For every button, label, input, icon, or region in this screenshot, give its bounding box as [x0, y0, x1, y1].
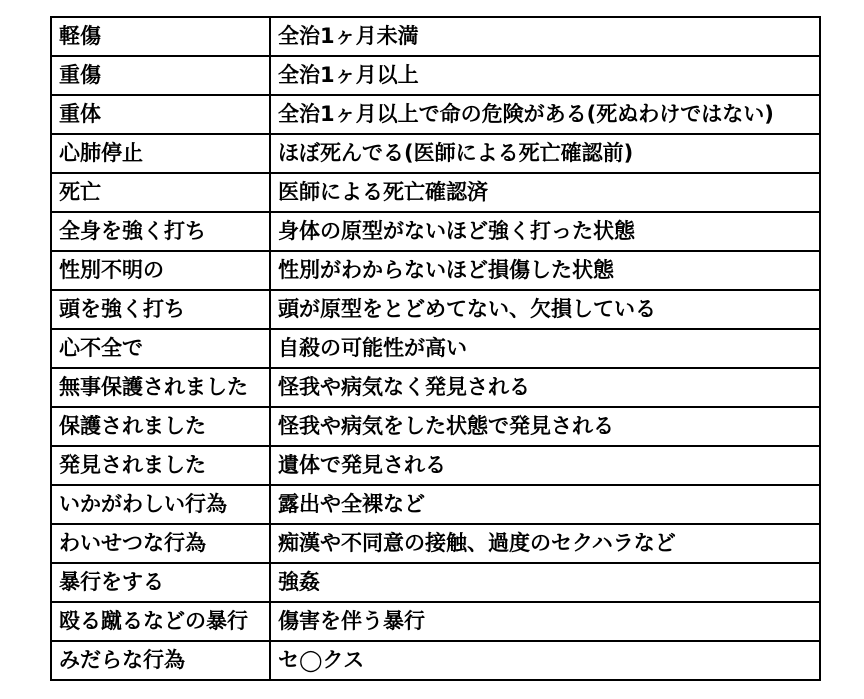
- meaning-cell: 露出や全裸など: [270, 485, 820, 524]
- glossary-table-body: [51, 17, 820, 680]
- meaning-cell: 頭が原型をとどめてない、欠損している: [270, 290, 820, 329]
- term-cell: 重傷: [51, 56, 270, 95]
- table-row: [51, 446, 820, 485]
- term-cell: 軽傷: [51, 17, 270, 56]
- glossary-table-container: [50, 16, 818, 680]
- table-row: [51, 641, 820, 680]
- term-cell: 無事保護されました: [51, 368, 270, 407]
- term-cell: 重体: [51, 95, 270, 134]
- meaning-cell: 傷害を伴う暴行: [270, 602, 820, 641]
- term-cell: 保護されました: [51, 407, 270, 446]
- term-cell: 死亡: [51, 173, 270, 212]
- table-row: [51, 173, 820, 212]
- meaning-cell: 身体の原型がないほど強く打った状態: [270, 212, 820, 251]
- table-row: [51, 251, 820, 290]
- meaning-cell: 怪我や病気をした状態で発見される: [270, 407, 820, 446]
- term-cell: 殴る蹴るなどの暴行: [51, 602, 270, 641]
- term-cell: みだらな行為: [51, 641, 270, 680]
- table-row: [51, 563, 820, 602]
- term-cell: いかがわしい行為: [51, 485, 270, 524]
- table-row: [51, 368, 820, 407]
- meaning-cell: 性別がわからないほど損傷した状態: [270, 251, 820, 290]
- term-cell: 性別不明の: [51, 251, 270, 290]
- table-row: [51, 17, 820, 56]
- table-row: [51, 134, 820, 173]
- table-row: [51, 407, 820, 446]
- term-cell: 発見されました: [51, 446, 270, 485]
- meaning-cell: 強姦: [270, 563, 820, 602]
- meaning-cell: 全治1ヶ月以上: [270, 56, 820, 95]
- term-cell: 頭を強く打ち: [51, 290, 270, 329]
- term-cell: 暴行をする: [51, 563, 270, 602]
- glossary-table: [50, 16, 821, 681]
- table-row: [51, 524, 820, 563]
- table-row: [51, 602, 820, 641]
- table-row: [51, 329, 820, 368]
- table-row: [51, 290, 820, 329]
- term-cell: 心不全で: [51, 329, 270, 368]
- term-cell: わいせつな行為: [51, 524, 270, 563]
- term-cell: 全身を強く打ち: [51, 212, 270, 251]
- meaning-cell: 医師による死亡確認済: [270, 173, 820, 212]
- table-row: [51, 485, 820, 524]
- meaning-cell: 自殺の可能性が高い: [270, 329, 820, 368]
- meaning-cell: 怪我や病気なく発見される: [270, 368, 820, 407]
- term-cell: 心肺停止: [51, 134, 270, 173]
- meaning-cell: 痴漢や不同意の接触、過度のセクハラなど: [270, 524, 820, 563]
- meaning-cell: セ◯クス: [270, 641, 820, 680]
- table-row: [51, 212, 820, 251]
- meaning-cell: ほぼ死んでる(医師による死亡確認前): [270, 134, 820, 173]
- meaning-cell: 全治1ヶ月以上で命の危険がある(死ぬわけではない): [270, 95, 820, 134]
- meaning-cell: 遺体で発見される: [270, 446, 820, 485]
- table-row: [51, 95, 820, 134]
- meaning-cell: 全治1ヶ月未満: [270, 17, 820, 56]
- table-row: [51, 56, 820, 95]
